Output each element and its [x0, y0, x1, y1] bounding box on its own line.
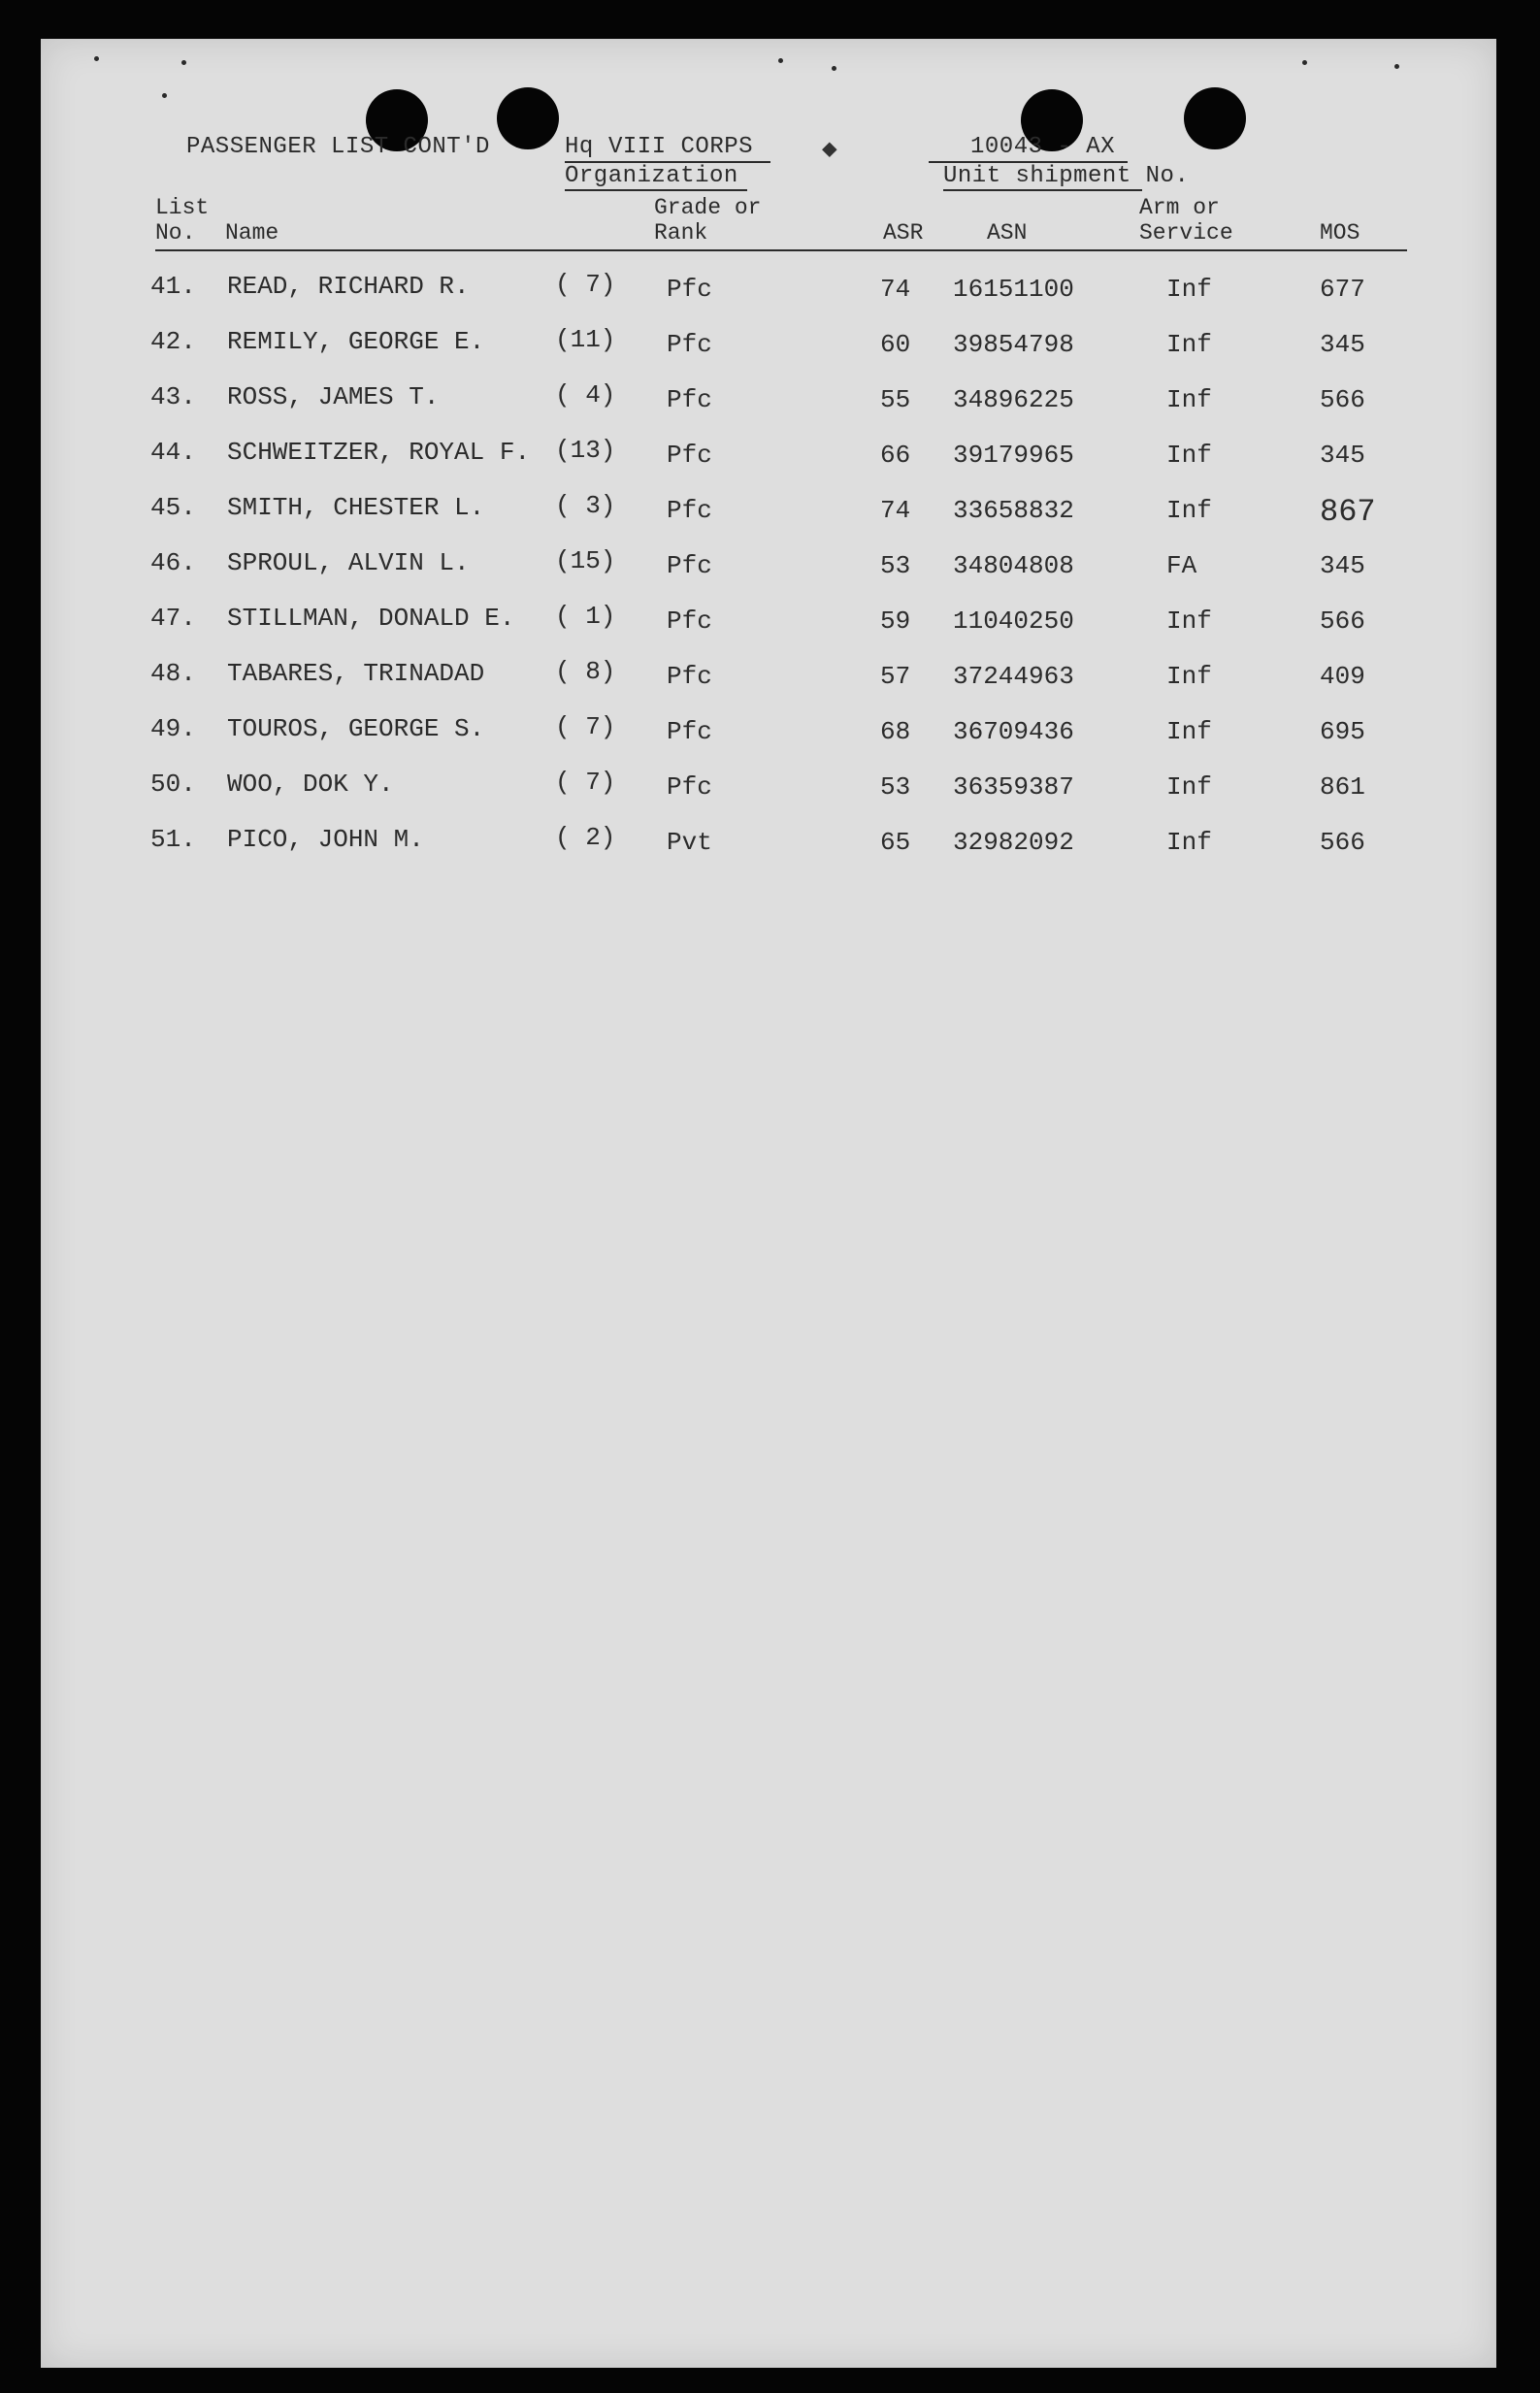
row-grade: Pfc — [667, 441, 712, 470]
row-asn: 33658832 — [953, 496, 1074, 525]
row-asn: 34804808 — [953, 551, 1074, 580]
row-mos: 345 — [1320, 330, 1365, 359]
row-asn: 39854798 — [953, 330, 1074, 359]
row-code: ( 3) — [555, 491, 616, 520]
row-asr: 55 — [880, 385, 911, 414]
row-name: PICO, JOHN M. — [227, 825, 424, 854]
row-name: TOUROS, GEORGE S. — [227, 714, 485, 743]
col-grade-2: Rank — [654, 220, 708, 246]
row-asr: 74 — [880, 496, 911, 525]
row-no: 41. — [150, 272, 196, 301]
row-code: ( 1) — [555, 602, 616, 631]
row-arm: Inf — [1166, 772, 1212, 802]
row-asn: 36359387 — [953, 772, 1074, 802]
row-arm: Inf — [1166, 606, 1212, 636]
row-asn: 34896225 — [953, 385, 1074, 414]
row-no: 45. — [150, 493, 196, 522]
row-name: TABARES, TRINADAD — [227, 659, 485, 688]
organization-label-underline — [565, 189, 747, 191]
row-grade: Pfc — [667, 275, 712, 304]
row-name: STILLMAN, DONALD E. — [227, 604, 515, 633]
paper-speck — [832, 66, 836, 71]
paper-speck — [1394, 64, 1399, 69]
row-asr: 60 — [880, 330, 911, 359]
row-name: SPROUL, ALVIN L. — [227, 548, 470, 577]
row-no: 47. — [150, 604, 196, 633]
col-name: Name — [225, 220, 279, 246]
row-mos: 345 — [1320, 441, 1365, 470]
row-grade: Pfc — [667, 662, 712, 691]
col-asr: ASR — [883, 220, 924, 246]
row-asn: 16151100 — [953, 275, 1074, 304]
row-asr: 65 — [880, 828, 911, 857]
row-grade: Pfc — [667, 606, 712, 636]
paper-speck — [181, 60, 186, 65]
row-asn: 39179965 — [953, 441, 1074, 470]
row-code: (15) — [555, 546, 616, 575]
row-grade: Pfc — [667, 717, 712, 746]
paper-speck — [94, 56, 99, 61]
row-grade: Pfc — [667, 385, 712, 414]
row-grade: Pfc — [667, 496, 712, 525]
row-code: ( 4) — [555, 380, 616, 410]
row-asr: 53 — [880, 772, 911, 802]
row-grade: Pfc — [667, 551, 712, 580]
col-list-no-1: List — [155, 195, 210, 220]
row-arm: FA — [1166, 551, 1197, 580]
row-arm: Inf — [1166, 717, 1212, 746]
row-grade: Pvt — [667, 828, 712, 857]
row-name: SCHWEITZER, ROYAL F. — [227, 438, 531, 467]
row-asr: 66 — [880, 441, 911, 470]
row-name: WOO, DOK Y. — [227, 770, 394, 799]
organization-value: VIII CORPS — [608, 134, 754, 160]
row-mos: 861 — [1320, 772, 1365, 802]
col-arm-1: Arm or — [1139, 195, 1220, 220]
row-arm: Inf — [1166, 828, 1212, 857]
row-mos: 566 — [1320, 828, 1365, 857]
row-asr: 68 — [880, 717, 911, 746]
organization-prefix: Hq — [565, 134, 594, 160]
shipment-number: 10043 - AX — [970, 134, 1116, 160]
row-no: 50. — [150, 770, 196, 799]
row-mos: 867 — [1320, 494, 1376, 530]
row-asr: 53 — [880, 551, 911, 580]
row-code: ( 7) — [555, 768, 616, 797]
document-page — [41, 39, 1496, 2368]
row-mos: 677 — [1320, 275, 1365, 304]
row-mos: 409 — [1320, 662, 1365, 691]
row-arm: Inf — [1166, 662, 1212, 691]
shipment-label: Unit shipment No. — [943, 163, 1190, 189]
punch-hole — [1184, 87, 1246, 149]
row-code: ( 7) — [555, 270, 616, 299]
row-asn: 36709436 — [953, 717, 1074, 746]
row-asr: 57 — [880, 662, 911, 691]
arrow-mark-icon: ◆ — [822, 135, 837, 164]
row-arm: Inf — [1166, 330, 1212, 359]
row-no: 46. — [150, 548, 196, 577]
header-rule — [155, 249, 1407, 251]
row-asr: 74 — [880, 275, 911, 304]
paper-speck — [1302, 60, 1307, 65]
row-no: 51. — [150, 825, 196, 854]
row-no: 43. — [150, 382, 196, 411]
row-asn: 32982092 — [953, 828, 1074, 857]
col-asn: ASN — [987, 220, 1028, 246]
row-asn: 11040250 — [953, 606, 1074, 636]
row-arm: Inf — [1166, 496, 1212, 525]
row-no: 42. — [150, 327, 196, 356]
col-grade-1: Grade or — [654, 195, 762, 220]
row-arm: Inf — [1166, 275, 1212, 304]
row-asr: 59 — [880, 606, 911, 636]
paper-speck — [162, 93, 167, 98]
row-code: (11) — [555, 325, 616, 354]
row-no: 44. — [150, 438, 196, 467]
row-mos: 345 — [1320, 551, 1365, 580]
row-mos: 566 — [1320, 385, 1365, 414]
row-name: SMITH, CHESTER L. — [227, 493, 485, 522]
shipment-label-underline — [943, 189, 1142, 191]
row-no: 49. — [150, 714, 196, 743]
row-grade: Pfc — [667, 772, 712, 802]
paper-speck — [778, 58, 783, 63]
row-code: ( 7) — [555, 712, 616, 741]
row-mos: 566 — [1320, 606, 1365, 636]
row-mos: 695 — [1320, 717, 1365, 746]
row-name: REMILY, GEORGE E. — [227, 327, 485, 356]
col-arm-2: Service — [1139, 220, 1233, 246]
passenger-list-title: PASSENGER LIST CONT'D — [186, 134, 490, 160]
col-list-no-2: No. — [155, 220, 196, 246]
row-name: ROSS, JAMES T. — [227, 382, 440, 411]
row-arm: Inf — [1166, 385, 1212, 414]
punch-hole — [497, 87, 559, 149]
row-grade: Pfc — [667, 330, 712, 359]
row-no: 48. — [150, 659, 196, 688]
row-arm: Inf — [1166, 441, 1212, 470]
organization-label: Organization — [565, 163, 738, 189]
row-code: (13) — [555, 436, 616, 465]
row-code: ( 8) — [555, 657, 616, 686]
row-asn: 37244963 — [953, 662, 1074, 691]
row-name: READ, RICHARD R. — [227, 272, 470, 301]
col-mos: MOS — [1320, 220, 1360, 246]
row-code: ( 2) — [555, 823, 616, 852]
